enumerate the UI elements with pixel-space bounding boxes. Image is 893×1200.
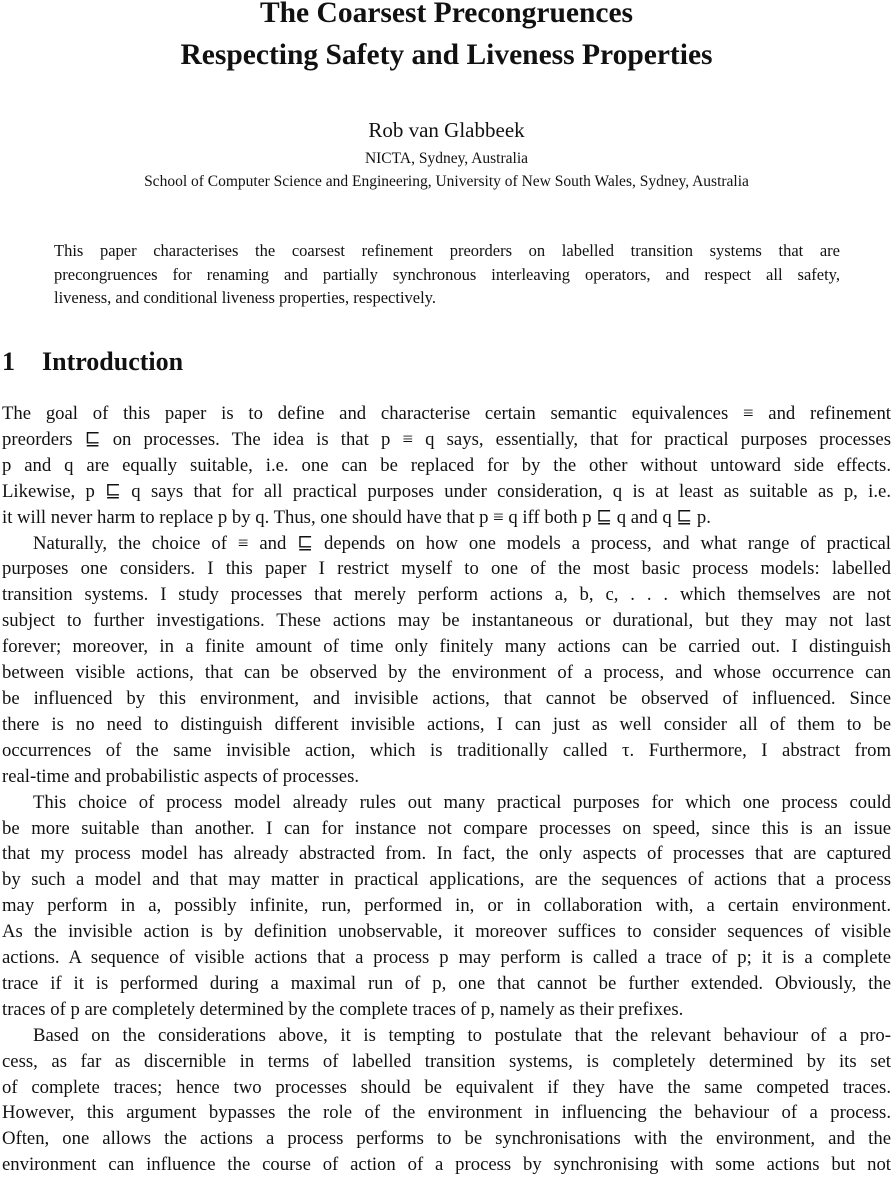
body-line: may perform in a, possibly infinite, run, performed in, or in collaboration with, a certain environment. bbox=[2, 895, 891, 917]
affiliation-2: School of Computer Science and Engineering, University of New South Wales, Sydney, Australia bbox=[144, 173, 749, 190]
section-heading bbox=[2, 347, 183, 377]
author: Rob van Glabbeek bbox=[368, 118, 525, 142]
body-line: transition systems. I study processes that merely perform actions a, b, c, . . . which themselves are not bbox=[2, 584, 891, 606]
abstract-line: precongruences for renaming and partially synchronous interleaving operators, and respect all safety, bbox=[54, 264, 840, 284]
body-line: by such a model and that may matter in practical applications, are the sequences of actions that a process bbox=[2, 869, 891, 891]
paragraph bbox=[2, 1023, 891, 1178]
body-line: Likewise, p ⊑ q says that for all practical purposes under consideration, q is at least as suitable as p, i.e. bbox=[2, 480, 891, 502]
body-line: cess, as far as discernible in terms of labelled transition systems, is completely determined by its set bbox=[2, 1050, 891, 1072]
abstract bbox=[54, 239, 840, 310]
body-line: there is no need to distinguish different invisible actions, I can just as well consider all of them to be bbox=[2, 713, 891, 735]
section-number: 1 bbox=[2, 347, 15, 376]
body-line: that my process model has already abstracted from. In fact, the only aspects of processes that are captured bbox=[2, 843, 891, 865]
body-line: it will never harm to replace p by q. Thus, one should have that p ≡ q iff both p ⊑ q and q ⊑ p. bbox=[2, 506, 711, 528]
abstract-line: This paper characterises the coarsest refinement preorders on labelled transition systems that are bbox=[54, 241, 840, 260]
body-line: However, this argument bypasses the role of the environment in influencing the behaviour of a process. bbox=[2, 1102, 891, 1124]
body-line: actions. A sequence of visible actions that a process p may perform is called a trace of p; it is a complete bbox=[2, 947, 891, 969]
title-line-2: Respecting Safety and Liveness Properties bbox=[180, 39, 713, 71]
body-line: This choice of process model already rules out many practical purposes for which one process could bbox=[33, 791, 891, 813]
body-line: be more suitable than another. I can for instance not compare processes on speed, since this is an issue bbox=[2, 817, 891, 839]
body-line: be influenced by this environment, and invisible actions, that cannot be observed of influenced. Since bbox=[2, 687, 891, 709]
body-line: subject to further investigations. These actions may be instantaneous or durational, but they may not last bbox=[2, 610, 891, 632]
body-line: As the invisible action is by definition unobservable, it moreover suffices to consider sequences of visible bbox=[2, 921, 891, 943]
body-text bbox=[2, 401, 891, 1178]
body-line: between visible actions, that can be observed by the environment of a process, and whose occurrence can bbox=[2, 662, 891, 684]
affiliation-1: NICTA, Sydney, Australia bbox=[364, 150, 529, 167]
body-line: occurrences of the same invisible action, which is traditionally called τ. Furthermore, I abstract from bbox=[2, 739, 891, 761]
paragraph bbox=[2, 790, 891, 1023]
section-title: Introduction bbox=[42, 347, 184, 376]
body-line: traces of p are completely determined by the complete traces of p, namely as their prefixes. bbox=[2, 998, 684, 1020]
body-line: preorders ⊑ on processes. The idea is that p ≡ q says, essentially, that for practical purposes processes bbox=[2, 428, 891, 450]
body-line: Often, one allows the actions a process performs to be synchronisations with the environment, and the bbox=[2, 1128, 891, 1150]
body-line: p and q are equally suitable, i.e. one can be replaced for by the other without untoward side effects. bbox=[2, 454, 891, 476]
title-line-1: The Coarsest Precongruences bbox=[259, 0, 634, 29]
body-line: real-time and probabilistic aspects of processes. bbox=[2, 765, 360, 787]
body-line: of complete traces; hence two processes should be equivalent if they have the same competed traces. bbox=[2, 1076, 891, 1098]
paragraph bbox=[2, 401, 891, 531]
body-line: purposes one considers. I this paper I restrict myself to one of the most basic process models: labelled bbox=[2, 558, 891, 580]
abstract-line: liveness, and conditional liveness properties, respectively. bbox=[54, 288, 436, 307]
paragraph bbox=[2, 531, 891, 790]
body-line: trace if it is performed during a maximal run of p, one that cannot be further extended. Obviously, the bbox=[2, 972, 891, 994]
body-line: Based on the considerations above, it is tempting to postulate that the relevant behaviour of a pro- bbox=[33, 1024, 891, 1046]
body-line: Naturally, the choice of ≡ and ⊑ depends on how one models a process, and what range of practical bbox=[33, 532, 891, 554]
body-line: The goal of this paper is to define and characterise certain semantic equivalences ≡ and refinement bbox=[2, 403, 891, 424]
body-line: forever; moreover, in a finite amount of time only finitely many actions can be carried out. I distinguish bbox=[2, 636, 891, 658]
body-line: environment can influence the course of action of a process by synchronising with some actions but not bbox=[2, 1154, 891, 1176]
